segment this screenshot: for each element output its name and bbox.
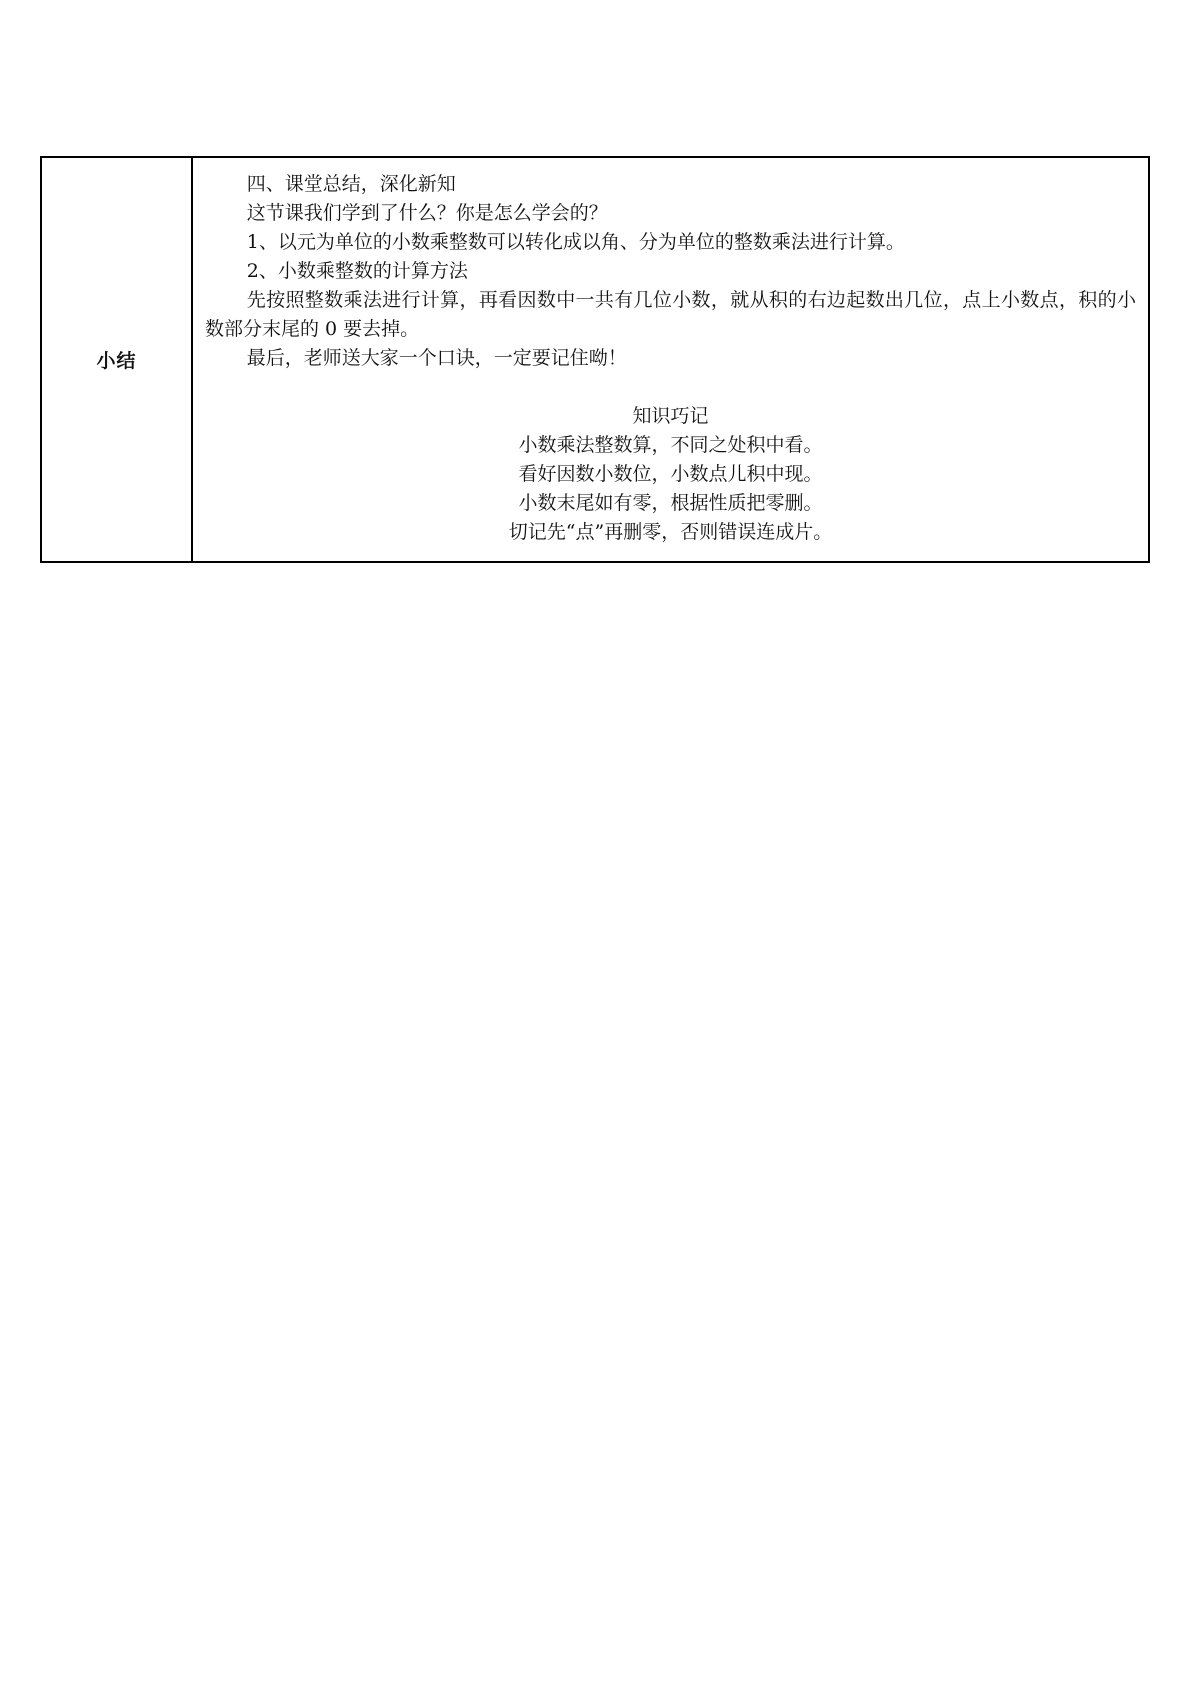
point-two-paragraph: 2、小数乘整数的计算方法: [246, 260, 468, 282]
rhyme-line-4: 切记先“点”再删零，否则错误连成片。: [508, 521, 833, 543]
rhyme-title: 知识巧记: [632, 405, 709, 427]
section-label-cell: [41, 157, 192, 562]
method-paragraph: 先按照整数乘法进行计算，再看因数中一共有几位小数，就从积的右边起数出几位，点上小数点，积的小数部分末尾的 0 要去掉。: [205, 289, 1136, 340]
lesson-table: [40, 156, 1150, 563]
closing-paragraph: 最后，老师送大家一个口诀，一定要记住呦！: [246, 347, 627, 369]
section-content-cell: [192, 157, 1149, 562]
point-one-paragraph: 1、以元为单位的小数乘整数可以转化成以角、分为单位的整数乘法进行计算。: [246, 231, 905, 253]
heading-paragraph: 四、课堂总结，深化新知: [246, 173, 456, 195]
question-paragraph: 这节课我们学到了什么？你是怎么学会的？: [246, 202, 608, 224]
rhyme-line-2: 看好因数小数位，小数点儿积中现。: [518, 463, 823, 485]
rhyme-line-3: 小数末尾如有零，根据性质把零删。: [518, 492, 823, 514]
section-label: 小结: [96, 350, 137, 372]
table-row: [41, 157, 1149, 562]
blank-line: [205, 373, 1136, 402]
rhyme-line-1: 小数乘法整数算，不同之处积中看。: [518, 434, 823, 456]
